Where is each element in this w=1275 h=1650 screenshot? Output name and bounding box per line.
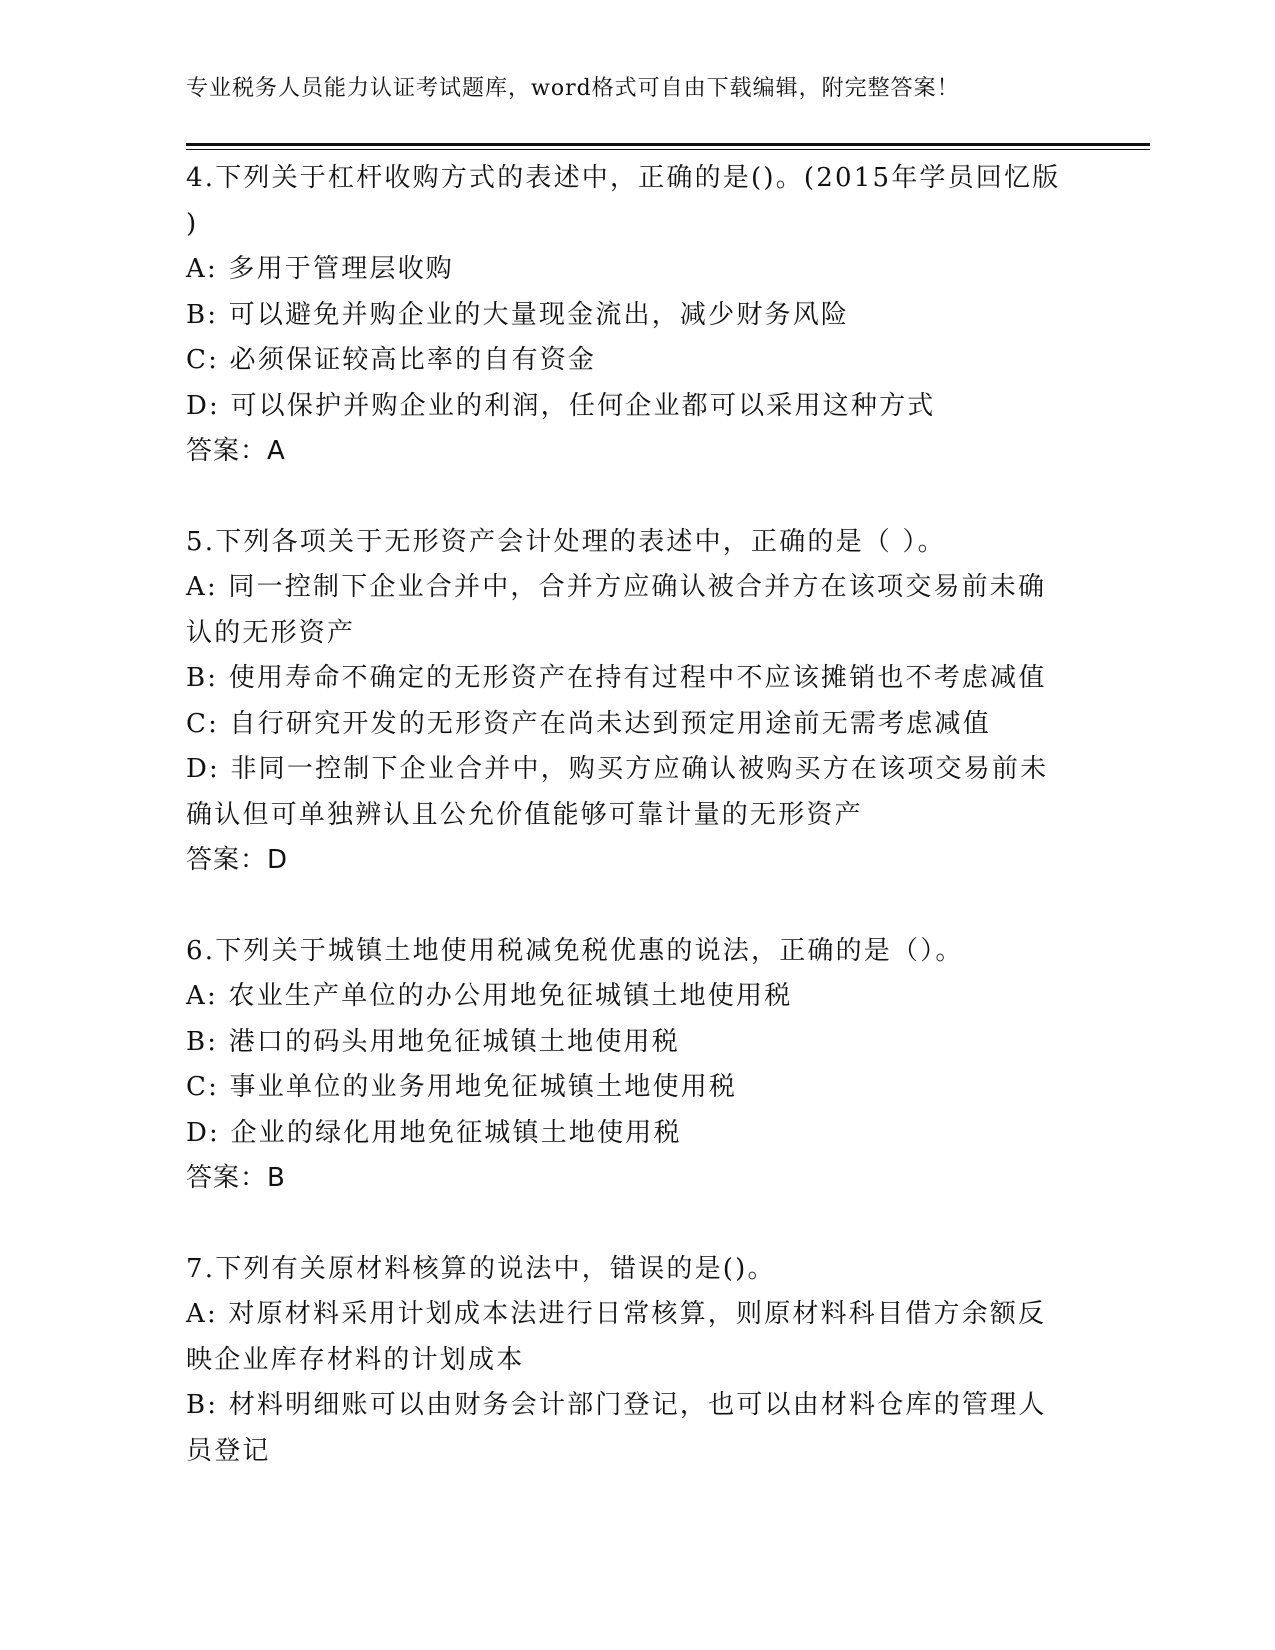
answer-option-continuation: 员登记 — [186, 1435, 271, 1466]
question-block — [186, 520, 1086, 884]
header-rule-thin — [186, 149, 1150, 150]
answer-option-continuation: 认的无形资产 — [186, 617, 356, 648]
answer-option: D: 企业的绿化用地免征城镇土地使用税 — [186, 1117, 682, 1148]
answer-option: D: 非同一控制下企业合并中，购买方应确认被购买方在该项交易前未 — [186, 754, 1049, 784]
question-block — [186, 929, 1086, 1202]
question-block — [186, 1247, 1086, 1475]
answer-option: A: 农业生产单位的办公用地免征城镇土地使用税 — [186, 981, 793, 1011]
answer-option: C: 自行研究开发的无形资产在尚未达到预定用途前无需考虑减值 — [186, 708, 991, 739]
answer-option: B: 可以避免并购企业的大量现金流出，减少财务风险 — [186, 299, 850, 330]
answer-option: A: 对原材料采用计划成本法进行日常核算，则原材料科目借方余额反 — [186, 1299, 1047, 1329]
header-rule-thick — [186, 143, 1150, 146]
answer-option: C: 必须保证较高比率的自有资金 — [186, 345, 597, 375]
question-stem: 6.下列关于城镇土地使用税减免税优惠的说法，正确的是（）。 — [186, 935, 964, 966]
answer-option: A: 多用于管理层收购 — [186, 254, 455, 284]
question-stem: 4.下列关于杠杆收购方式的表述中，正确的是()。(2015年学员回忆版 — [186, 163, 1061, 193]
answer-option: B: 港口的码头用地免征城镇土地使用税 — [186, 1026, 680, 1057]
answer-option-continuation: 映企业库存材料的计划成本 — [186, 1344, 525, 1375]
answer-option-continuation: 确认但可单独辨认且公允价值能够可靠计量的无形资产 — [186, 799, 863, 830]
answer-option: A: 同一控制下企业合并中，合并方应确认被合并方在该项交易前未确 — [186, 572, 1047, 602]
question-list — [186, 156, 1086, 1519]
answer-option: D: 可以保护并购企业的利润，任何企业都可以采用这种方式 — [186, 390, 936, 421]
question-stem: 5.下列各项关于无形资产会计处理的表述中，正确的是（ ）。 — [186, 526, 946, 557]
question-block — [186, 156, 1086, 475]
answer-key: 答案：A — [186, 436, 286, 466]
answer-option: B: 使用寿命不确定的无形资产在持有过程中不应该摊销也不考虑减值 — [186, 663, 1047, 693]
question-stem: 7.下列有关原材料核算的说法中，错误的是()。 — [186, 1253, 776, 1284]
answer-key: 答案：B — [186, 1163, 286, 1193]
answer-option: B: 材料明细账可以由财务会计部门登记，也可以由材料仓库的管理人 — [186, 1390, 1047, 1420]
page-header: 专业税务人员能力认证考试题库，word格式可自由下载编辑，附完整答案！ — [186, 76, 960, 101]
answer-key: 答案：D — [186, 845, 289, 875]
question-stem: ) — [186, 208, 199, 239]
answer-option: C: 事业单位的业务用地免征城镇土地使用税 — [186, 1072, 738, 1102]
